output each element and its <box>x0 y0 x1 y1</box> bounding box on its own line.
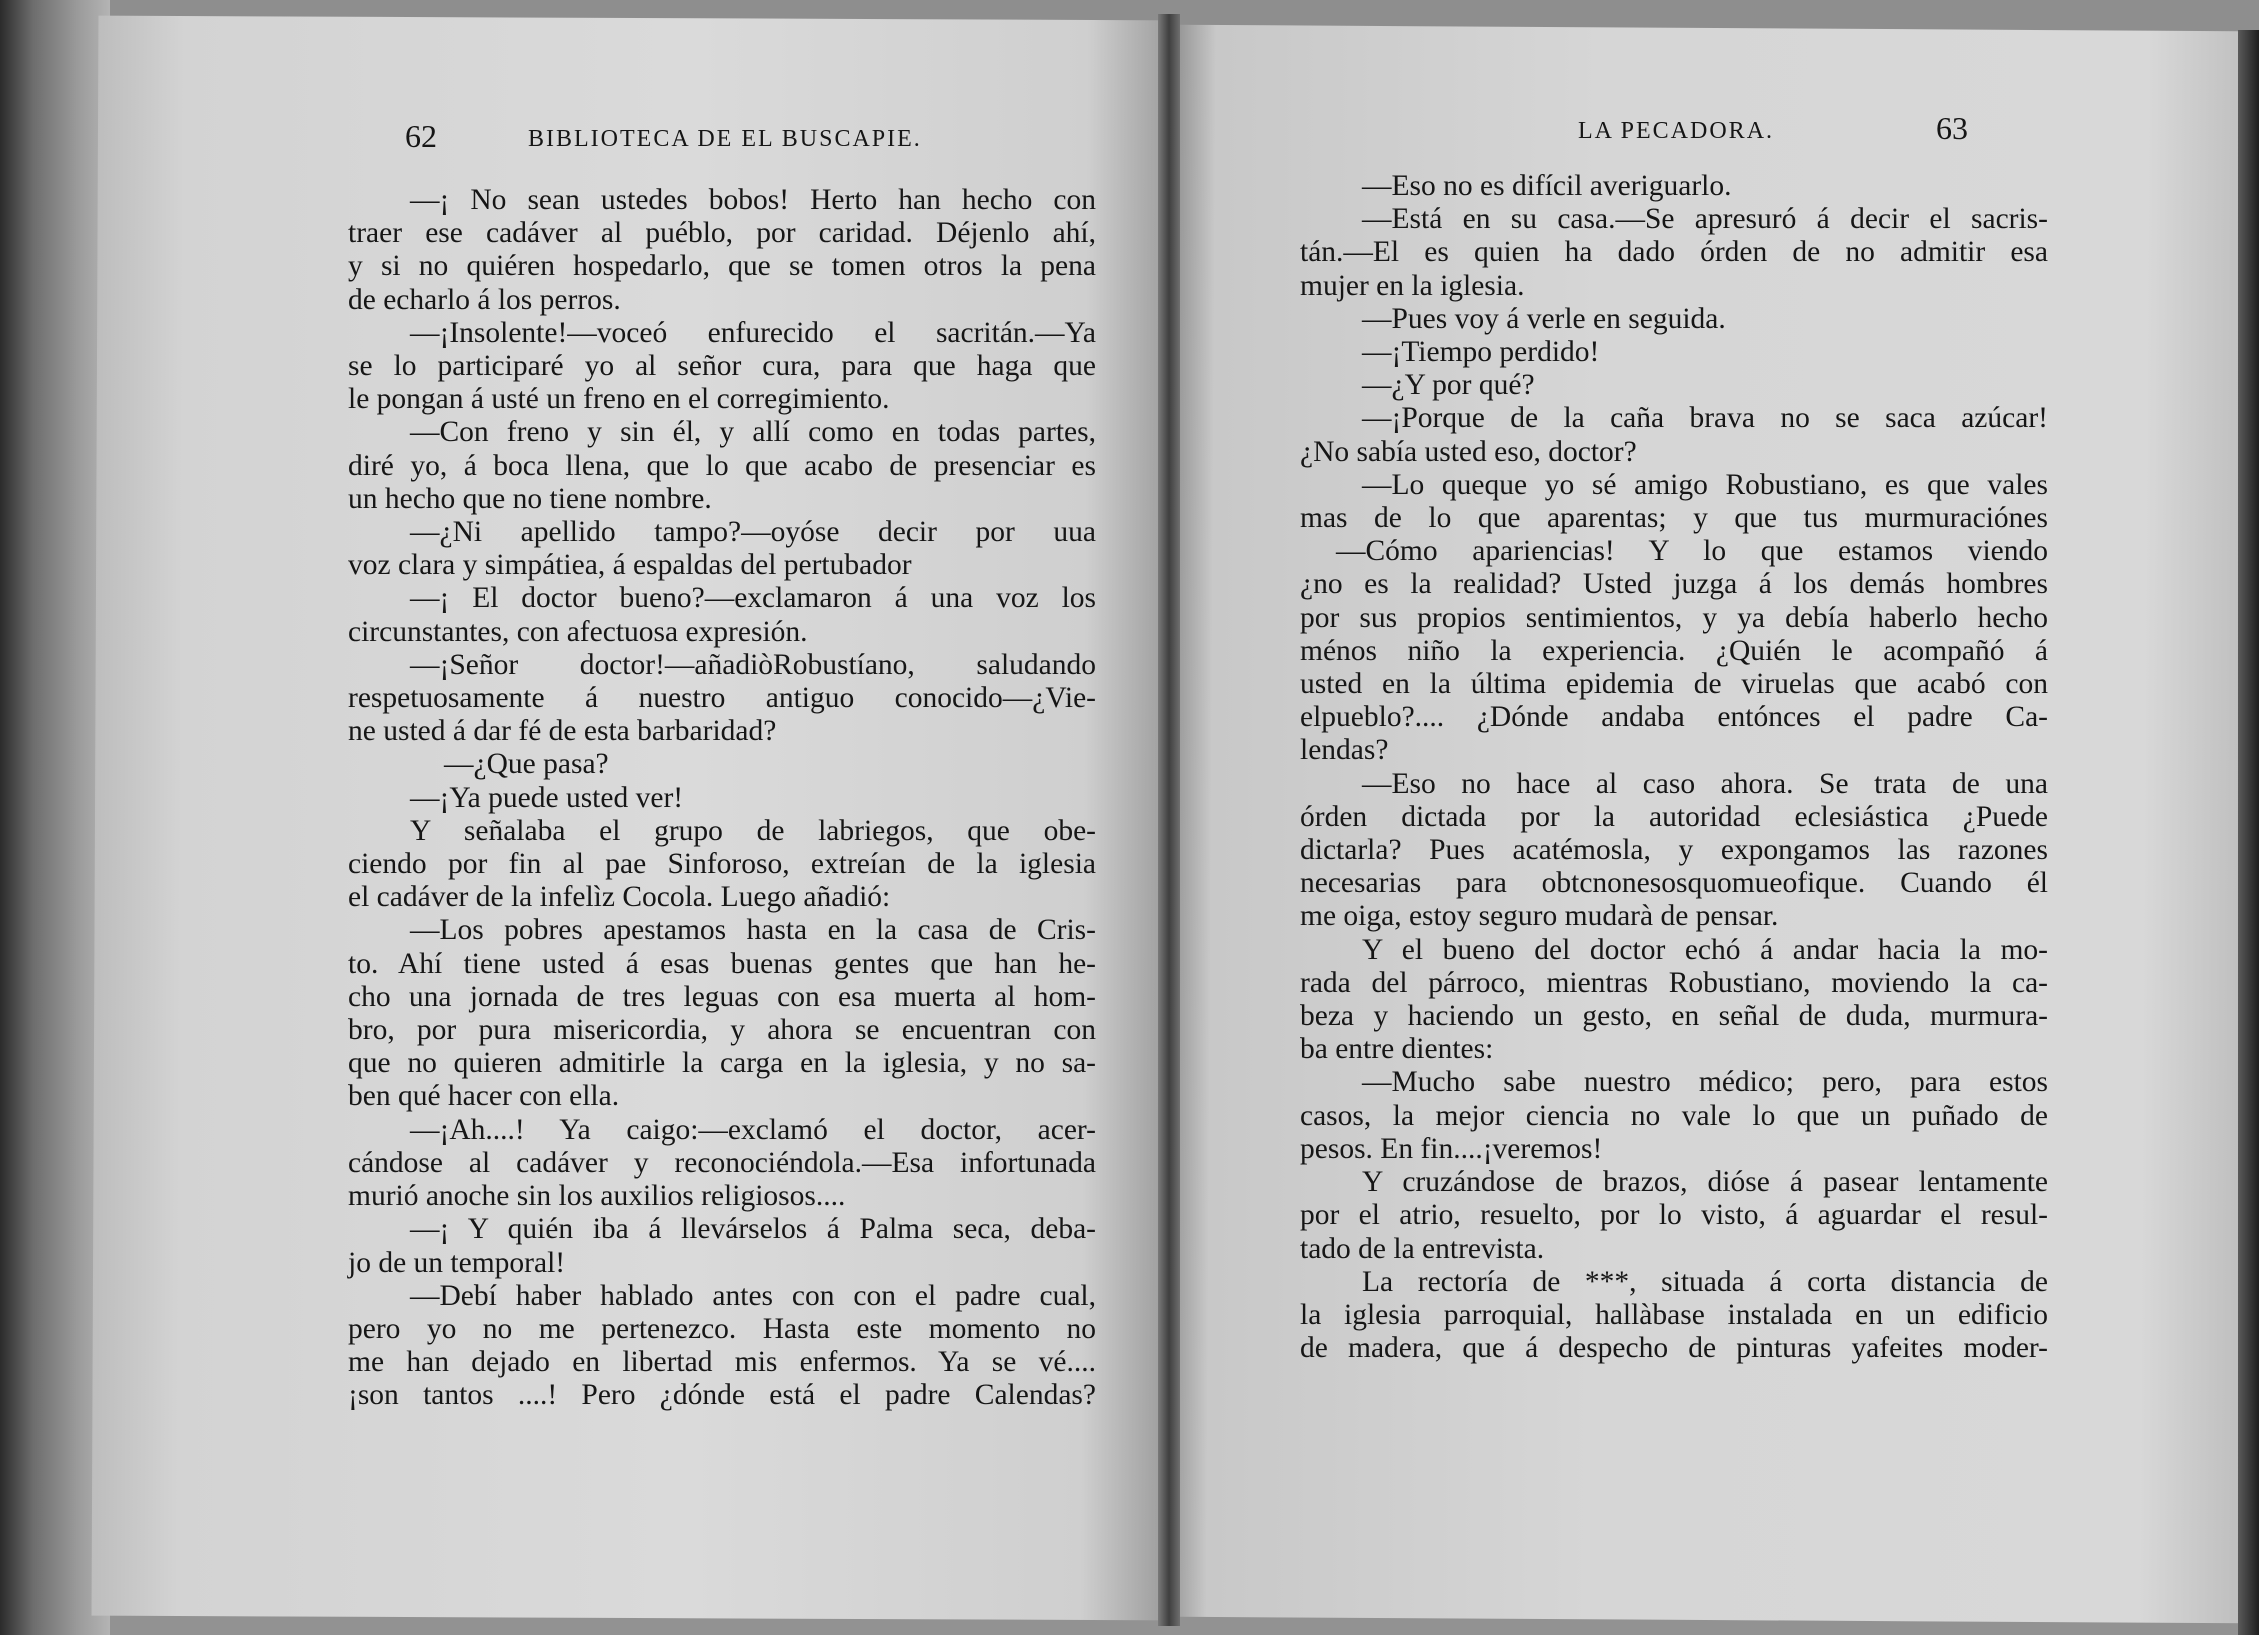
text-line: circunstantes, con afectuosa expresión. <box>348 615 808 648</box>
text-line: se lo participaré yo al señor cura, para que haga que <box>348 350 1096 383</box>
text-line: casos, la mejor ciencia no vale lo que un puñado de <box>1300 1099 2048 1132</box>
text-line: ne usted á dar fé de esta barbaridad? <box>348 715 777 748</box>
text-line: —Con freno y sin él, y allí como en todas partes, <box>410 416 1096 449</box>
text-line: ¿no es la realidad? Usted juzga á los demás hombres <box>1300 568 2048 601</box>
text-line: —¡ No sean ustedes bobos! Herto han hecho con <box>410 184 1096 216</box>
left-page-text <box>348 184 1096 1413</box>
text-line: mujer en la iglesia. <box>1300 269 1525 302</box>
text-line: elpueblo?.... ¿Dónde andaba entónces el padre Ca- <box>1300 701 2048 734</box>
text-line: respetuosamente á nuestro antiguo conocido—¿Vie- <box>348 682 1096 715</box>
text-line: le pongan á usté un freno en el corregimiento. <box>348 383 890 416</box>
text-line: beza y haciendo un gesto, en señal de duda, murmura- <box>1300 1000 2048 1033</box>
text-line: de echarlo á los perros. <box>348 283 621 316</box>
text-line: —¡Porque de la caña brava no se saca azúcar! <box>1362 402 2048 435</box>
text-line: el cadáver de la infelìz Cocola. Luego añadió: <box>348 881 891 914</box>
text-line: —¡Señor doctor!—añadiòRobustíano, saludando <box>410 648 1096 681</box>
text-line: —Mucho sabe nuestro médico; pero, para estos <box>1362 1066 2048 1099</box>
text-line: la iglesia parroquial, hallàbase instalada en un edificio <box>1300 1298 2048 1331</box>
text-line: Y el bueno del doctor echó á andar hacia la mo- <box>1362 933 2048 966</box>
text-line: y si no quiéren hospedarlo, que se tomen otros la pena <box>348 250 1096 283</box>
text-line: ¡son tantos ....! Pero ¿dónde está el padre Calendas? <box>348 1379 1096 1412</box>
text-line: lendas? <box>1300 734 1389 767</box>
text-line: que no quieren admitirle la carga en la iglesia, y no sa- <box>348 1047 1096 1080</box>
text-line: —¡ Y quién iba á llevárselos á Palma seca, deba- <box>410 1213 1096 1246</box>
text-line: —Está en su casa.—Se apresuró á decir el sacris- <box>1362 203 2048 236</box>
text-line: rada del párroco, mientras Robustiano, moviendo la ca- <box>1300 966 2048 999</box>
text-line: —¡Ah....! Ya caigo:—exclamó el doctor, acer- <box>410 1113 1096 1146</box>
text-line: por sus propios sentimientos, y ya debía haberlo hecho <box>1300 601 2048 634</box>
text-line: —Los pobres apestamos hasta en la casa de Cris- <box>410 914 1096 947</box>
right-running-head: LA PECADORA. <box>1578 118 1775 144</box>
left-page-number: 62 <box>405 118 437 154</box>
right-edge-shadow <box>2238 30 2259 1635</box>
text-line: de madera, que á despecho de pinturas yafeites moder- <box>1300 1332 2048 1365</box>
text-line: pesos. En fin....¡veremos! <box>1300 1132 1603 1165</box>
text-line: diré yo, á boca llena, que lo que acabo de presenciar es <box>348 449 1096 482</box>
text-line: murió anoche sin los auxilios religiosos.... <box>348 1180 846 1213</box>
text-line: Y señalaba el grupo de labriegos, que obe- <box>410 814 1096 847</box>
text-line: ben qué hacer con ella. <box>348 1080 620 1113</box>
text-line: Y cruzándose de brazos, dióse á pasear lentamente <box>1362 1166 2048 1199</box>
text-line: —¡Ya puede usted ver! <box>410 781 684 814</box>
text-line: un hecho que no tiene nombre. <box>348 482 712 515</box>
text-line: bro, por pura misericordia, y ahora se encuentran con <box>348 1014 1096 1047</box>
text-line: ménos niño la experiencia. ¿Quién le acompañó á <box>1300 634 2048 667</box>
text-line: jo de un temporal! <box>348 1246 566 1279</box>
text-line: to. Ahí tiene usted á esas buenas gentes que han he- <box>348 947 1096 980</box>
text-line: tado de la entrevista. <box>1300 1232 1545 1265</box>
text-line: —¡Insolente!—voceó enfurecido el sacritán.—Ya <box>410 316 1096 349</box>
text-line: órden dictada por la autoridad eclesiástica ¿Puede <box>1300 800 2048 833</box>
text-line: usted en la última epidemia de viruelas que acabó con <box>1300 668 2048 701</box>
text-line: ba entre dientes: <box>1300 1033 1494 1066</box>
text-line: tán.—El es quien ha dado órden de no admitir esa <box>1300 236 2048 269</box>
text-line: pero yo no me pertenezco. Hasta este momento no <box>348 1312 1096 1345</box>
text-line: ciendo por fin al pae Sinforoso, extreían de la iglesia <box>348 848 1096 881</box>
text-line: —Lo queque yo sé amigo Robustiano, es que vales <box>1362 468 2048 501</box>
text-line: me oiga, estoy seguro mudarà de pensar. <box>1300 900 1779 933</box>
text-line: —¿Que pasa? <box>444 748 609 781</box>
text-line: cándose al cadáver y reconociéndola.—Esa infortunada <box>348 1146 1096 1179</box>
text-line: —¡Tiempo perdido! <box>1362 336 1600 369</box>
text-line: —¿Y por qué? <box>1362 369 1535 402</box>
text-line: —¿Ni apellido tampo?—oyóse decir por uua <box>410 516 1096 549</box>
text-line: mas de lo que aparentas; y que tus murmuraciónes <box>1300 502 2048 535</box>
text-line: necesarias para obtcnonesosquomueofique. Cuando él <box>1300 867 2048 900</box>
text-line: —Debí haber hablado antes con con el padre cual, <box>410 1279 1096 1312</box>
text-line: por el atrio, resuelto, por lo visto, á aguardar el resul- <box>1300 1199 2048 1232</box>
text-line: —Eso no hace al caso ahora. Se trata de una <box>1362 767 2048 800</box>
left-running-head: BIBLIOTECA DE EL BUSCAPIE. <box>528 126 922 152</box>
book-gutter <box>1158 14 1180 1626</box>
text-line: traer ese cadáver al puéblo, por caridad. Déjenlo ahí, <box>348 217 1096 250</box>
right-page-text <box>1300 170 2048 1365</box>
text-line: voz clara y simpátiea, á espaldas del pertubador <box>348 549 912 582</box>
right-page-number: 63 <box>1936 110 1968 146</box>
text-line: —Cómo apariencias! Y lo que estamos viendo <box>1336 535 2048 568</box>
text-line: cho una jornada de tres leguas con esa muerta al hom- <box>348 980 1096 1013</box>
text-line: La rectoría de ***, situada á corta distancia de <box>1362 1265 2048 1298</box>
text-line: dictarla? Pues acatémosla, y expongamos las razones <box>1300 834 2048 867</box>
text-line: —Pues voy á verle en seguida. <box>1362 302 1726 335</box>
text-line: —Eso no es difícil averiguarlo. <box>1362 170 1732 202</box>
text-line: —¡ El doctor bueno?—exclamaron á una voz los <box>410 582 1096 615</box>
text-line: ¿No sabía usted eso, doctor? <box>1300 435 1637 468</box>
text-line: me han dejado en libertad mis enfermos. Ya se vé.... <box>348 1346 1096 1379</box>
